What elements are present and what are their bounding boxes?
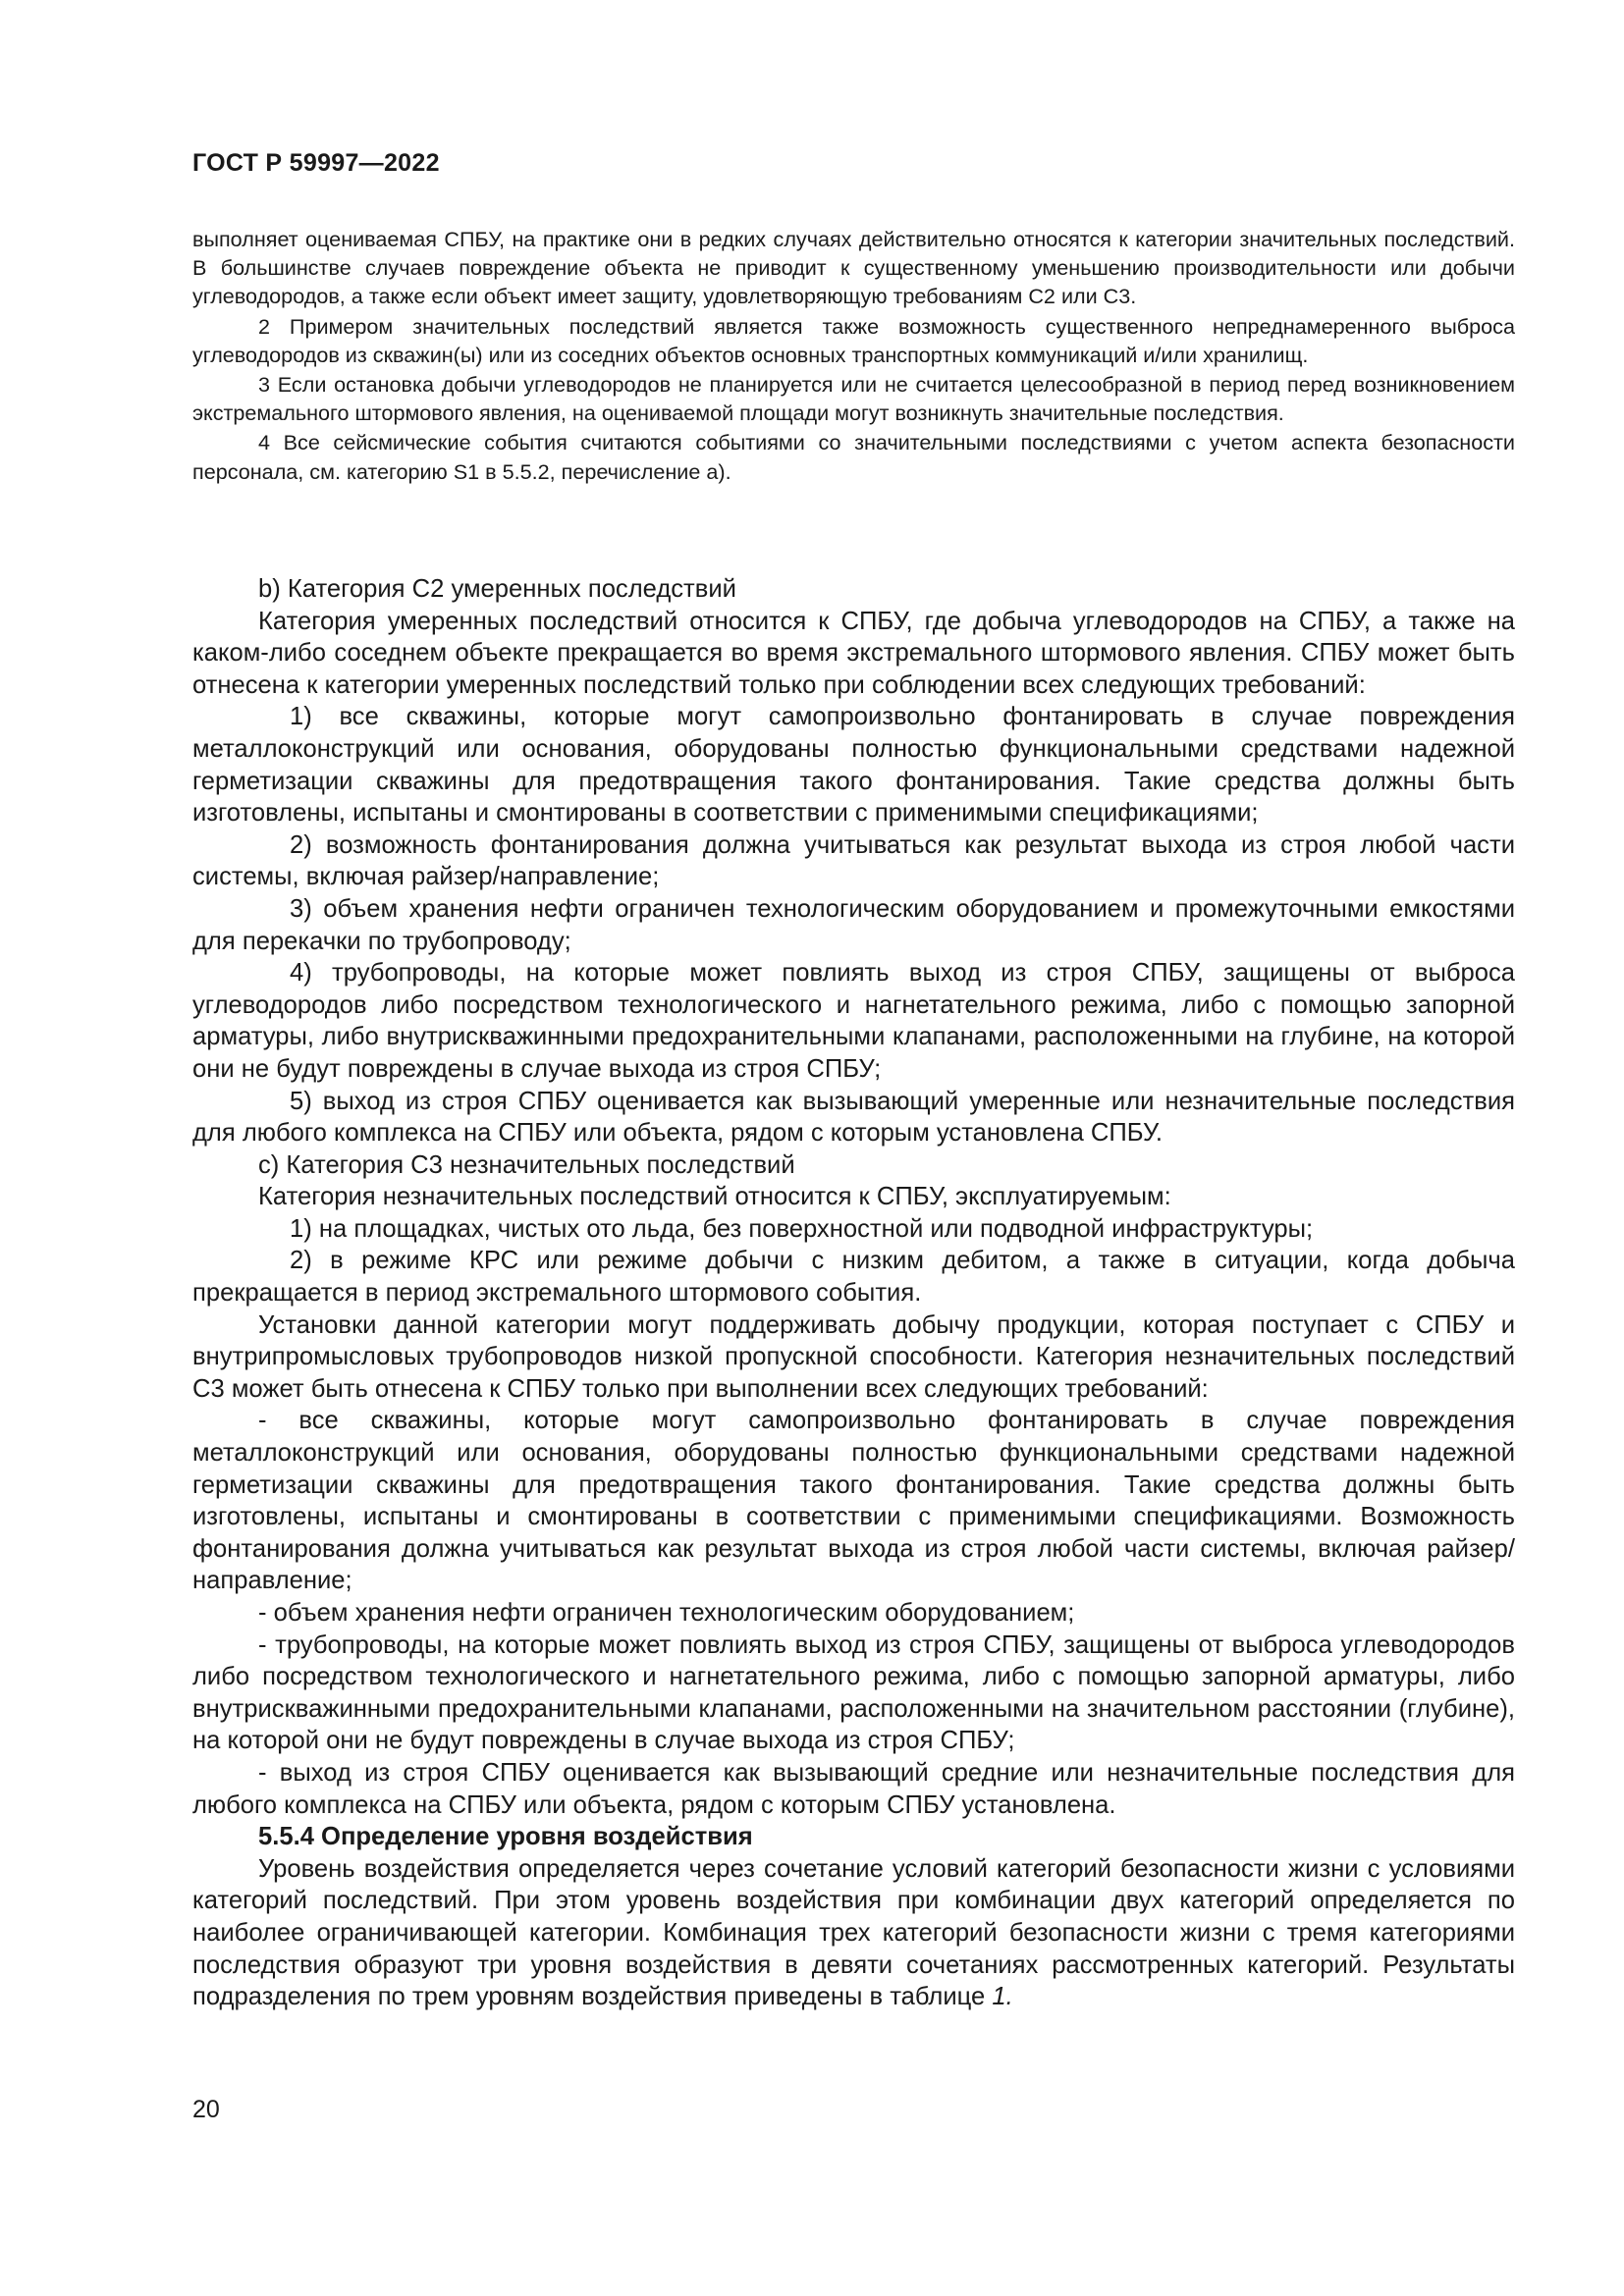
note-4: 4 Все сейсмические события считаются событиями со значительными последствиями с учетом аспекта безопасности персонала, см. категорию S1 в 5.5.2, перечисление а). [192, 430, 1515, 484]
notes-block [192, 225, 1515, 486]
note-2: 2 Примером значительных последствий является также возможность существенного непреднамеренного выброса углеводородов из скважин(ы) или из соседних объектов основных транспортных коммуникаций и/или хранилищ. [192, 313, 1515, 367]
section-c-dash-item-1: - все скважины, которые могут самопроизвольно фонтанировать в случае повреждения металлоконструкций или основания, оборудованы полностью функциональными средствами надежной герметизации скважины для предотвращения такого фонтанирования. Такие средства должны быть изготовлены, испытаны и смонтированы в соответствии с применимыми спецификациями. Возможность фонтанирования должна учитываться как результат выхода из строя любой части системы, включая райзер/направление; [192, 1407, 1515, 1595]
section-c-dash-item-4: - выход из строя СПБУ оценивается как вызывающий средние или незначительные последствия для любого комплекса на СПБУ или объекта, рядом с которым СПБУ установлена. [192, 1758, 1515, 1819]
section-b-item-4: 4) трубопроводы, на которые может повлиять выход из строя СПБУ, защищены от выброса углеводородов либо посредством технологического и нагнетательного режима, либо с помощью запорной арматуры, либо внутрискважинными предохранительными клапанами, расположенными на глубине, на которой они не будут повреждены в случае выхода из строя СПБУ; [192, 959, 1515, 1083]
section-b-intro: Категория умеренных последствий относится к СПБУ, где добыча углеводородов на СПБУ, а также на каком-либо соседнем объекте прекращается во время экстремального штормового явления. СПБУ может быть отнесена к категории умеренных последствий только при соблюдении всех следующих требований: [192, 607, 1515, 699]
main-text [192, 573, 1515, 2013]
note-continuation: выполняет оцениваемая СПБУ, на практике они в редких случаях действительно относятся к категории значительных последствий. В большинстве случаев повреждение объекта не приводит к существенному уменьшению производительности или добычи углеводородов, а также если объект имеет защиту, удовлетворяющую требованиям С2 или С3. [192, 227, 1515, 309]
note-3: 3 Если остановка добычи углеводородов не планируется или не считается целесообразной в период перед возникновением экстремального штормового явления, на оцениваемой площади могут возникнуть значительные последствия. [192, 372, 1515, 426]
page-number: 20 [192, 2096, 220, 2123]
section-b-item-3: 3) объем хранения нефти ограничен технологическим оборудованием и промежуточными емкостями для перекачки по трубопроводу; [192, 894, 1515, 955]
document-header: ГОСТ Р 59997—2022 [192, 149, 440, 177]
table-reference: 1. [992, 1983, 1013, 2011]
section-c-dash-item-2: - объем хранения нефти ограничен технологическим оборудованием; [258, 1599, 1075, 1627]
section-554-text [192, 1853, 1515, 2013]
section-c-dash-item-3: - трубопроводы, на которые может повлиять выход из строя СПБУ, защищены от выброса углеводородов либо посредством технологического и нагнетательного режима, либо с помощью запорной арматуры, либо внутрискважинными предохранительными клапанами, расположенными на значительном расстоянии (глубине), на которой они не будут повреждены в случае выхода из строя СПБУ; [192, 1630, 1515, 1755]
section-b-item-1: 1) все скважины, которые могут самопроизвольно фонтанировать в случае повреждения металлоконструкций или основания, оборудованы полностью функциональными средствами надежной герметизации скважины для предотвращения такого фонтанирования. Такие средства должны быть изготовлены, испытаны и смонтированы в соответствии с применимыми спецификациями; [192, 703, 1515, 828]
section-c-paragraph: Установки данной категории могут поддерживать добычу продукции, которая поступает с СПБУ и внутрипромысловых трубопроводов низкой пропускной способности. Категория незначительных последствий С3 может быть отнесена к СПБУ только при выполнении всех следующих требований: [192, 1310, 1515, 1403]
section-554-heading: 5.5.4 Определение уровня воздействия [258, 1823, 753, 1851]
section-c-heading: с) Категория С3 незначительных последствий [258, 1150, 795, 1179]
section-554-body: Уровень воздействия определяется через сочетание условий категорий безопасности жизни с условиями категорий последствий. При этом уровень воздействия при комбинации двух категорий определяется по наиболее ограничивающей категории. Комбинация трех категорий безопасности жизни с тремя категориями последствия образуют три уровня воздействия в девяти сочетаниях рассмотренных категорий. Результаты подразделения по трем уровням воздействия приведены в таблице [192, 1854, 1515, 2011]
section-b-item-5: 5) выход из строя СПБУ оценивается как вызывающий умеренные или незначительные последствия для любого комплекса на СПБУ или объекта, рядом с которым установлена СПБУ. [192, 1087, 1515, 1148]
section-c-item-1: 1) на площадках, чистых ото льда, без поверхностной или подводной инфраструктуры; [290, 1214, 1314, 1243]
section-c-item-2: 2) в режиме КРС или режиме добычи с низким дебитом, а также в ситуации, когда добыча прекращается в период экстремального штормового события. [192, 1247, 1515, 1308]
section-c-intro: Категория незначительных последствий относится к СПБУ, эксплуатируемым: [258, 1183, 1171, 1211]
section-b-item-2: 2) возможность фонтанирования должна учитываться как результат выхода из строя любой части системы, включая райзер/направление; [192, 830, 1515, 891]
section-b-heading: b) Категория С2 умеренных последствий [258, 575, 736, 603]
